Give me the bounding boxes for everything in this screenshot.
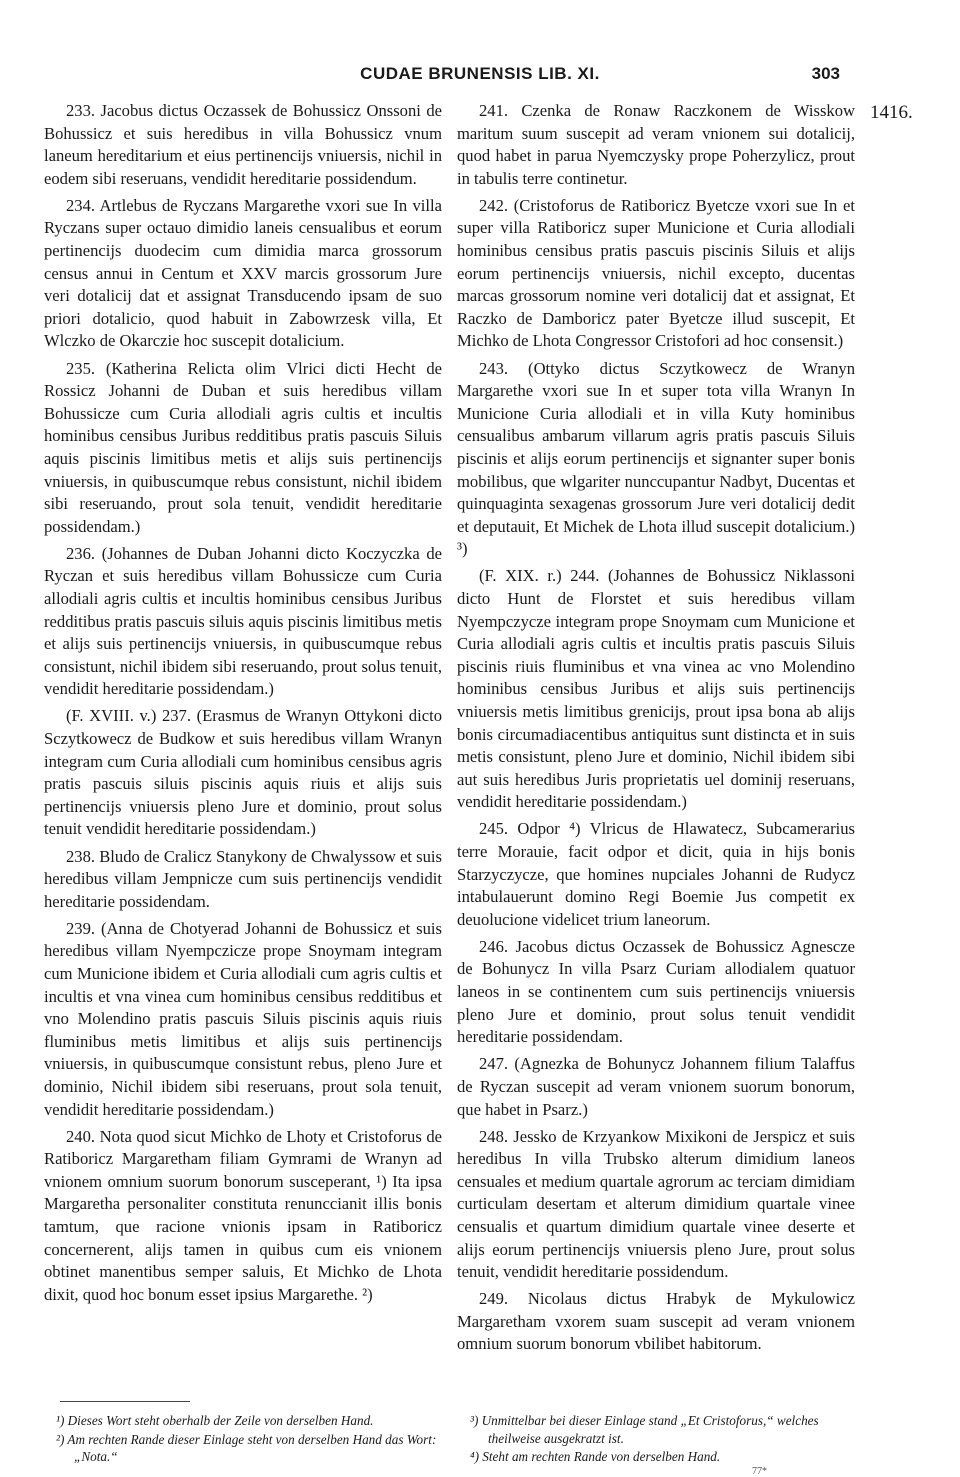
entry-240: 240. Nota quod sicut Michko de Lhoty et Cristoforus de Ratiboricz Margaretham filiam Gymrami de Wranyn ad vnionem omnium suorum bonorum susceperant, ¹) Ita ipsa Margaretha personaliter constituta renunccianit illis bonis tamtum, que racione vnionis ipsam in Ratiboricz concernerent, alijs tamen in quibus cum eis vnionem obtinet manentibus semper saluis, Et Michko de Lhota dixit, quod hoc bonum esset ipsius Margarethe. ²): [44, 1126, 442, 1304]
entry-235: 235. (Katherina Relicta olim Vlrici dicti Hecht de Rossicz Johanni de Duban et suis heredibus villam Bohussicze cum Curia allodiali agris cultis et incultis hominibus censibus Juribus redditibus pratis pascuis Siluis aquis piscinis limitibus metis et alijs suis pertinencijs vniuersis, in quibuscumque rebus consistunt, nichil ibidem sibi reseruando, prout sola tenuit, vendidit hereditarie possidendam.): [44, 358, 442, 536]
entry-239: 239. (Anna de Chotyerad Johanni de Bohussicz et suis heredibus villam Nyempczicze prope Snoymam integram cum Municione ibidem et Curia allodiali cum agris cultis et incultis et vna vinea cum hominibus censibus redditibus et vno Molendino pratis pascuis Siluis piscinis aquis riuis fluminibus metis limitibus et alijs suis pertinencijs vniuersis, in quibuscumque consistunt rebus, pleno Jure et dominio, Nichil ibidem sibi reseruans, prout sola tenuit, vendidit hereditarie possidendam.): [44, 918, 442, 1119]
footnote-4: ⁴) Steht am rechten Rande von derselben Hand.: [470, 1449, 721, 1464]
footnote-1: ¹) Dieses Wort steht oberhalb der Zeile von derselben Hand.: [56, 1413, 374, 1428]
footnotes-left: [56, 1412, 446, 1467]
entry-237: (F. XVIII. v.) 237. (Erasmus de Wranyn Ottykoni dicto Sczytkowecz de Budkow et suis heredibus villam Wranyn integram cum Curia allodiali cum hominibus censibus agris pratis pascuis siluis piscinis aquis riuis et alijs suis pertinencijs vniuersis pleno Jure et dominio, prout solus tenuit vendidit hereditarie possidendam.): [44, 706, 442, 839]
footnote-2: ²) Am rechten Rande dieser Einlage steht von derselben Hand das Wort: „Nota.“: [56, 1431, 437, 1464]
entry-234: 234. Artlebus de Ryczans Margarethe vxori sue In villa Ryczans super octauo dimidio laneis censualibus et eorum pertinencijs duodecim cum dimidia marca grossorum census annui in Centum et XXV marcis grossorum Jure veri dotalicij dat et assignat Transducendo ipsam de suo priori dotalicio, quod habuit in Zabowrzesk villa, Et Wlczko de Okarczie hoc suscepit dotalicium.: [44, 195, 442, 351]
margin-year: 1416.: [870, 102, 913, 123]
entry-249: 249. Nicolaus dictus Hrabyk de Mykulowicz Margaretham vxorem suam suscepit ad veram vnionem omnium suorum bonorum vbilibet habitorum.: [457, 1289, 855, 1354]
entry-233: 233. Jacobus dictus Oczassek de Bohussicz Onssoni de Bohussicz et suis heredibus in villa Bohussicz vnum laneum hereditarium et eius pertinencijs vniuersis, nichil in eodem sibi reseruans, vendidit hereditarie possidendum.: [44, 101, 442, 188]
page-number: 303: [811, 64, 840, 83]
entry-244: (F. XIX. r.) 244. (Johannes de Bohussicz Niklassoni dicto Hunt de Florstet et suis heredibus villam Nyempczycze integram prope Snoymam cum Municione et Curia allodiali agris cultis et incultis pratis pascuis Siluis piscinis riuis fluminibus et vna vinea ac vno Molendino hominibus censibus Juribus et alijs suis pertinencijs vniuersis metis limitibus grenicijs, prout ipsa bona ab alijs bonis circumadiacentibus antiquitus sunt distincta et in suis metis consistunt, pleno Jure et dominio, Nichil ibidem sibi aut suis heredibus Juris proprietatis uel dominij reseruans, vendidit hereditarie possidendam.): [457, 566, 855, 812]
entry-247: 247. (Agnezka de Bohunycz Johannem filium Talaffus de Ryczan suscepit ad veram vnionem suorum bonorum, que habet in Psarz.): [457, 1054, 855, 1119]
running-header: [40, 64, 920, 92]
entry-242: 242. (Cristoforus de Ratiboricz Byetcze vxori sue In et super villa Ratiboricz super Municione et Curia allodiali hominibus censibus pratis pascuis piscinis Siluis et alijs eorum pertinencijs vniuersis, nichil excepto, ducentas marcas grossorum nomine veri dotalicij dat et assignat, Et Raczko de Damboricz pater Byetcze illud suscepit, Et Michko de Lhota Congressor Cristofori ad hoc consensit.): [457, 195, 855, 351]
entry-248: 248. Jessko de Krzyankow Mixikoni de Jerspicz et suis heredibus In villa Trubsko alterum dimidium laneos censuales et medium quartale agrorum ac terciam dimidiam curticulam desertam et alterum dimidium quartale vinee censualis et quartum dimidium quartale vinee deserte et alijs eorum pertinencijs vniuersis pleno Jure, prout solus tenuit, vendidit hereditarie possidendum.: [457, 1126, 855, 1282]
entry-238: 238. Bludo de Cralicz Stanykony de Chwalyssow et suis heredibus villam Jempnicze cum suis pertinencijs vendidit hereditarie possidendam.: [44, 846, 442, 911]
entry-236: 236. (Johannes de Duban Johanni dicto Koczyczka de Ryczan et suis heredibus villam Bohussicze cum Curia allodiali agris cultis et incultis hominibus censibus Juribus redditibus pratis pascuis siluis aquis piscinis limitibus metis et alijs suis pertinencijs vniuersis, in quibuscumque rebus consistunt, nichil ibidem sibi reseruando, prout solus tenuit, vendidit hereditarie possidendam.): [44, 543, 442, 699]
footnote-3: ³) Unmittelbar bei dieser Einlage stand „Et Cristoforus,“ welches theilweise ausgekratzt ist.: [470, 1413, 819, 1446]
entry-245: 245. Odpor ⁴) Vlricus de Hlawatecz, Subcamerarius terre Morauie, facit odpor et dicit, quia in hijs bonis Starzyczycze, que homines nupciales Johanni de Rudycz intabulauerunt domino Regi Boemie Jus competit ex deuolucione videlicet trium laneorum.: [457, 819, 855, 929]
left-column: [44, 100, 442, 1311]
signature-mark: 77*: [752, 1466, 767, 1477]
entry-246: 246. Jacobus dictus Oczassek de Bohussicz Agnescze de Bohunycz In villa Psarz Curiam allodialem quatuor laneos in se continentem cum suis pertinencijs vniuersis pleno Jure et dominio, prout solus tenuit vendidit hereditarie possidendam.: [457, 936, 855, 1047]
right-column: [457, 100, 855, 1361]
entry-241: 241. Czenka de Ronaw Raczkonem de Wisskow maritum suum suscepit ad veram vnionem sui dotalicij, quod habet in parua Nyemczysky prope Poherzylicz, prout in tabulis terre continetur.: [457, 101, 855, 188]
footnotes-right: [470, 1412, 860, 1467]
header-title: CUDAE BRUNENSIS LIB. XI.: [360, 64, 600, 83]
entry-243: 243. (Ottyko dictus Sczytkowecz de Wranyn Margarethe vxori sue In et super tota villa Wranyn In Municione Curia allodiali et in villa Kuty hominibus censualibus ambarum villarum agris pratis pascuis Siluis piscinis et alijs eorum pertinencijs et signanter super bonis mobilibus, que wlgariter nunccupantur Nadbyt, Ducentas et quinquaginta sexagenas grossorum Jure veri dotalicij dedit et deputauit, Et Michek de Lhota illud suscepit dotalicium.) ³): [457, 358, 855, 559]
footnote-divider: [60, 1401, 190, 1402]
